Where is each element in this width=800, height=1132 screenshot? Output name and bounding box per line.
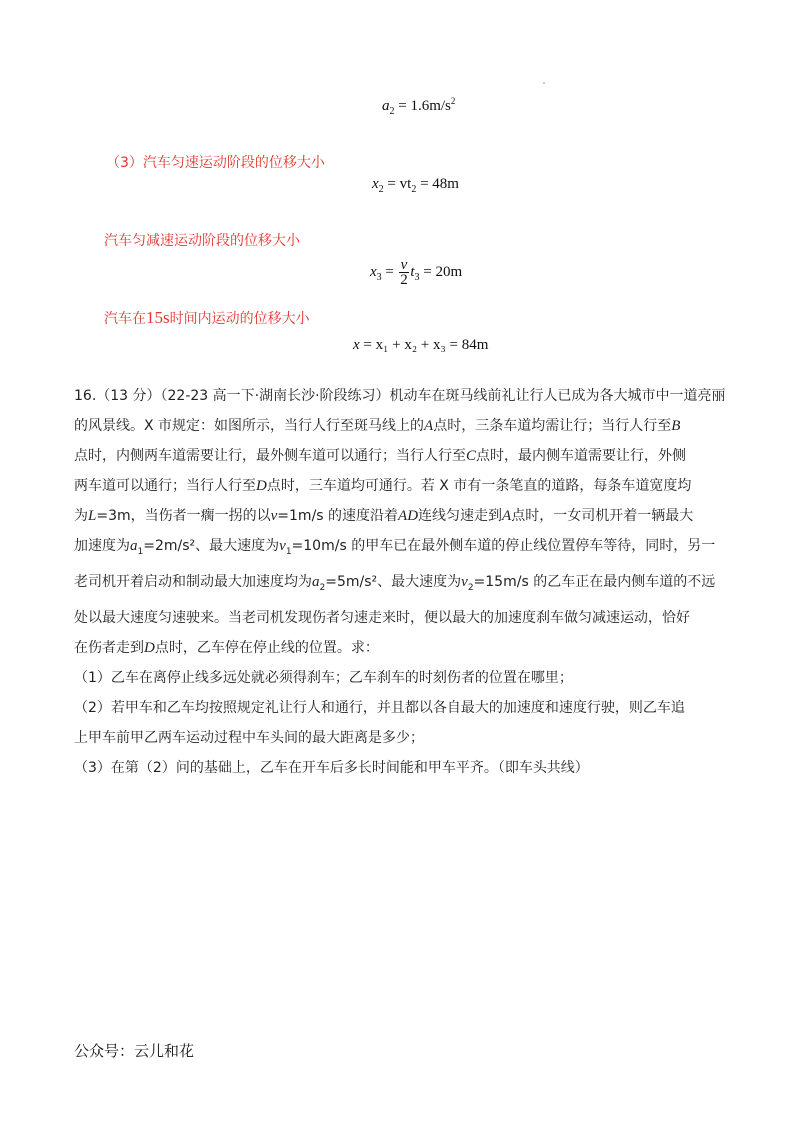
q-text: 点时，三车道均可通行。若 X 市有一条笔直的道路，每条车道宽度均 bbox=[266, 478, 692, 494]
q-text: 的风景线。X 市规定：如图所示，当行人行至斑马线上的 bbox=[74, 418, 425, 434]
formula-total: x = x₁ + x₂ + x₃ = 84m bbox=[353, 337, 489, 353]
sub-question-1: （1）乙车在离停止线多远处就必须得刹车；乙车刹车的时刻伤者的位置在哪里； bbox=[74, 669, 573, 686]
formula-x2-rhs: = vt bbox=[387, 176, 412, 192]
formula-x2-result: = 48m bbox=[420, 176, 459, 192]
formula-total-rhs: = x₁ + x₂ + x₃ = 84m bbox=[363, 337, 489, 353]
q-text: =15m/s 的乙车正在最内侧车道的不远 bbox=[473, 573, 716, 590]
total-label-post: 时间内运动的位移大小 bbox=[169, 311, 310, 327]
fraction-v-over-2: $\frac{v}{2}$ bbox=[400, 257, 408, 288]
question-line-3: 点时，内侧两车道需要让行，最外侧车道可以通行；当行人行至C点时，最内侧车道需要让行，外侧 bbox=[74, 448, 687, 464]
q-text: =2m/s²、最大速度为 bbox=[143, 538, 280, 554]
sub-question-2b: 上甲车前甲乙两车运动过程中车头间的最大距离是多少； bbox=[74, 729, 424, 746]
question-16 bbox=[74, 381, 734, 783]
sub-question-2a: （2）若甲车和乙车均按照规定礼让行人和通行，并且都以各自最大的加速度和速度行驶，则乙车追 bbox=[74, 699, 685, 716]
q-text: 点时，三条车道均需让行；当行人行至 bbox=[433, 418, 672, 434]
formula-x3-result: = 20m bbox=[423, 263, 463, 280]
q-text: 老司机开着启动和制动最大加速度均为 bbox=[74, 573, 312, 590]
question-line-9: 在伤者走到D点时，乙车停在停止线的位置。求： bbox=[74, 639, 379, 656]
q-text: =3m，当伤者一瘸一拐的以 bbox=[96, 508, 271, 524]
q-text: =10m/s 的甲车已在最外侧车道的停止线位置停车等待，同时，另一 bbox=[291, 538, 716, 554]
total-label-time: 15s bbox=[146, 308, 170, 327]
question-line-5: 为L=3m，当伤者一瘸一拐的以v=1m/s 的速度沿着AD连线匀速走到A点时，一女司机开着一辆最大 bbox=[74, 508, 694, 524]
q-text: 点时，一女司机开着一辆最大 bbox=[511, 508, 694, 524]
q-text: =1m/s 的速度沿着 bbox=[277, 508, 399, 524]
question-line-7: 老司机开着启动和制动最大加速度均为$a_2=5m/s^2$、最大速度为$v_2=15m/s$ 的乙车正在最内侧车道的不远 bbox=[74, 573, 716, 593]
total-label-pre: 汽车在 bbox=[104, 311, 146, 327]
formula-a2: $a_2 = 1.6m/s^2$ bbox=[382, 96, 456, 117]
q-text: 连线匀速走到 bbox=[418, 508, 503, 524]
formula-x3: $x_3$ = $\frac{v}{2}$ $t_3 = 20m$ bbox=[370, 257, 463, 288]
total-label bbox=[104, 308, 310, 328]
step3-label: （3）汽车匀速运动阶段的位移大小 bbox=[106, 155, 325, 171]
question-line-2: 的风景线。X 市规定：如图所示，当行人行至斑马线上的A点时，三条车道均需让行；当行人行至B bbox=[74, 418, 681, 434]
q-text: 为 bbox=[74, 508, 88, 524]
q-text: 点时，内侧两车道需要让行，最外侧车道可以通行；当行人行至 bbox=[74, 448, 466, 464]
formula-a2-exponent: 2 bbox=[450, 96, 456, 106]
q-text: 加速度为 bbox=[74, 538, 130, 554]
question-line-6: 加速度为$a_1=2m/s^2$、最大速度为$v_1=10m/s$ 的甲车已在最外侧车道的停止线位置停车等待，同时，另一 bbox=[74, 538, 716, 557]
formula-a2-value: = 1.6m/s bbox=[398, 98, 451, 114]
formula-x2: $x_2 = vt_2 = 48m$ bbox=[372, 176, 459, 195]
q-text: 在伤者走到 bbox=[74, 639, 144, 656]
q-text: 点时，乙车停在停止线的位置。求： bbox=[154, 639, 379, 656]
decel-label: 汽车匀减速运动阶段的位移大小 bbox=[104, 233, 300, 249]
question-line-1: 16.（13 分）（22-23 高一下·湖南长沙·阶段练习）机动车在斑马线前礼让行人已成为各大城市中一道亮丽 bbox=[74, 388, 726, 404]
q-text: =5m/s²、最大速度为 bbox=[325, 573, 462, 590]
sub-question-3: （3）在第（2）问的基础上，乙车在开车后多长时间能和甲车平齐。（即车头共线） bbox=[74, 759, 589, 776]
q-text: 两车道可以通行；当行人行至 bbox=[74, 478, 256, 494]
q-text: 点时，最内侧车道需要让行，外侧 bbox=[476, 448, 687, 464]
question-line-4: 两车道可以通行；当行人行至D点时，三车道均可通行。若 X 市有一条笔直的道路，每条车道宽度均 bbox=[74, 478, 692, 494]
question-line-8: 处以最大速度匀速驶来。当老司机发现伤者匀速走来时，便以最大的加速度刹车做匀减速运动，恰好 bbox=[74, 609, 690, 626]
footer-wechat-account: 公众号：云儿和花 bbox=[74, 1042, 195, 1060]
speck-mark bbox=[543, 82, 545, 84]
